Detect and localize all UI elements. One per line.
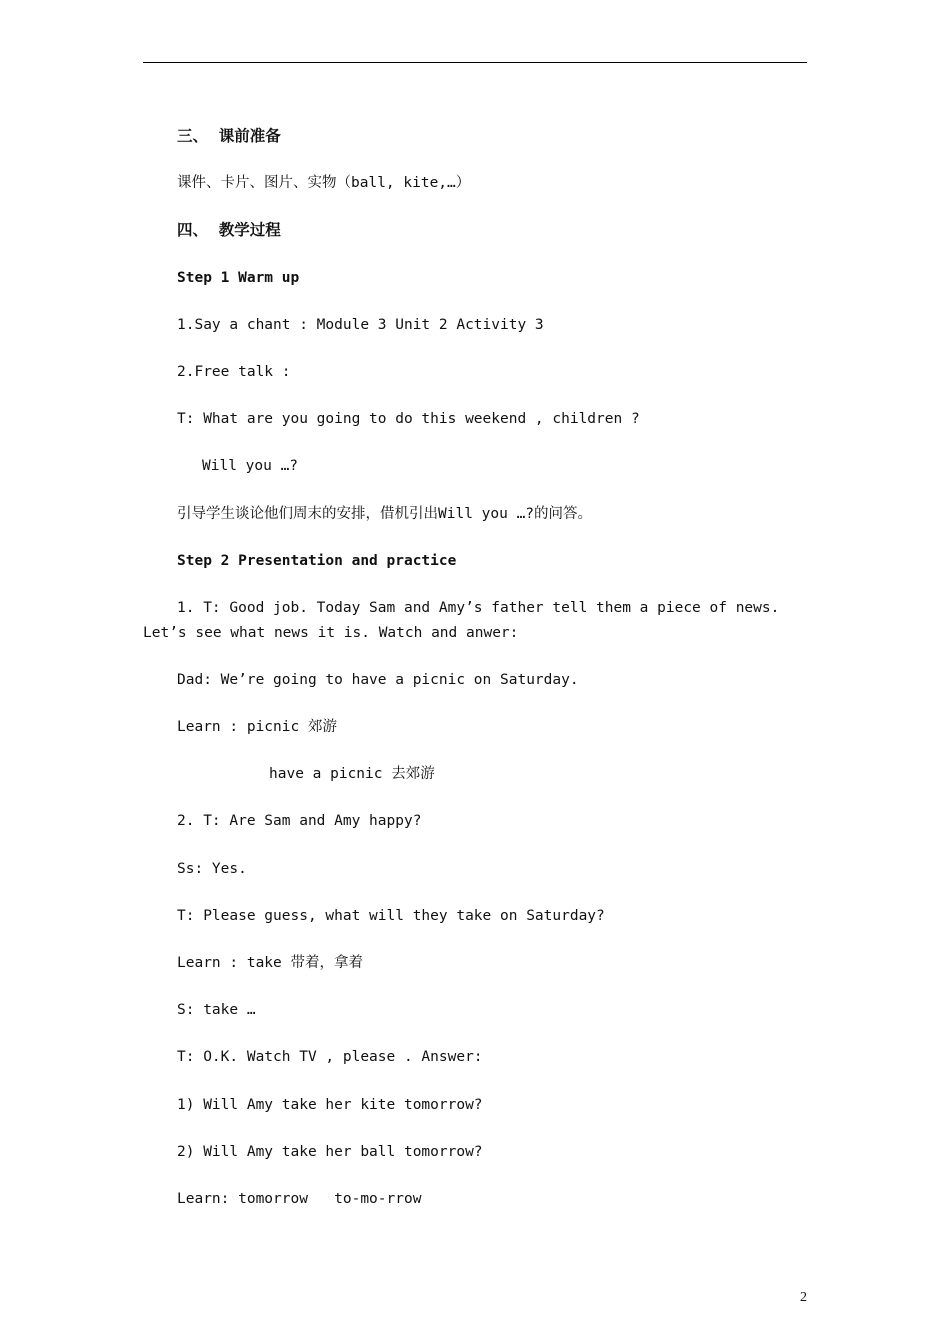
text-line: Will you …? — [202, 458, 299, 475]
text-line: T: What are you going to do this weekend , children ? — [177, 411, 640, 428]
page-number: 2 — [800, 1290, 807, 1305]
text-line: 2) Will Amy take her ball tomorrow? — [177, 1143, 483, 1160]
text-paragraph: 1. T: Good job. Today Sam and Amy’s father tell them a piece of news. Let’s see what news it is. Watch and anwer: — [143, 599, 780, 641]
text-line: 1) Will Amy take her kite tomorrow? — [177, 1096, 483, 1113]
header-rule — [143, 62, 807, 63]
text-line: Ss: Yes. — [177, 860, 247, 877]
text-line: 引导学生谈论他们周末的安排，借机引出Will you …?的问答。 — [177, 505, 593, 522]
step-heading-warm-up: Step 1 Warm up — [177, 269, 300, 286]
text-line: Learn : take 带着，拿着 — [177, 955, 363, 971]
text-line: Dad: We’re going to have a picnic on Saturday. — [177, 671, 579, 688]
text-line: S: take … — [177, 1002, 256, 1019]
document-body — [143, 122, 807, 1232]
text-line: 2. T: Are Sam and Amy happy? — [177, 813, 422, 830]
text-line: T: Please guess, what will they take on Saturday? — [177, 907, 605, 924]
text-line: have a picnic 去郊游 — [269, 766, 435, 783]
text-line: 1.Say a chant : Module 3 Unit 2 Activity 3 — [177, 316, 544, 333]
materials-line: 课件、卡片、图片、实物（ball, kite,…） — [177, 175, 471, 192]
section-heading-preparation: 三、 课前准备 — [177, 127, 281, 145]
text-line: T: O.K. Watch TV , please . Answer: — [177, 1049, 483, 1066]
step-heading-presentation: Step 2 Presentation and practice — [177, 552, 457, 569]
text-line: Learn: tomorrow to-mo-rrow — [177, 1190, 422, 1207]
text-line: 2.Free talk : — [177, 363, 291, 380]
text-line: Learn : picnic 郊游 — [177, 719, 337, 736]
section-heading-process: 四、 教学过程 — [177, 221, 281, 240]
